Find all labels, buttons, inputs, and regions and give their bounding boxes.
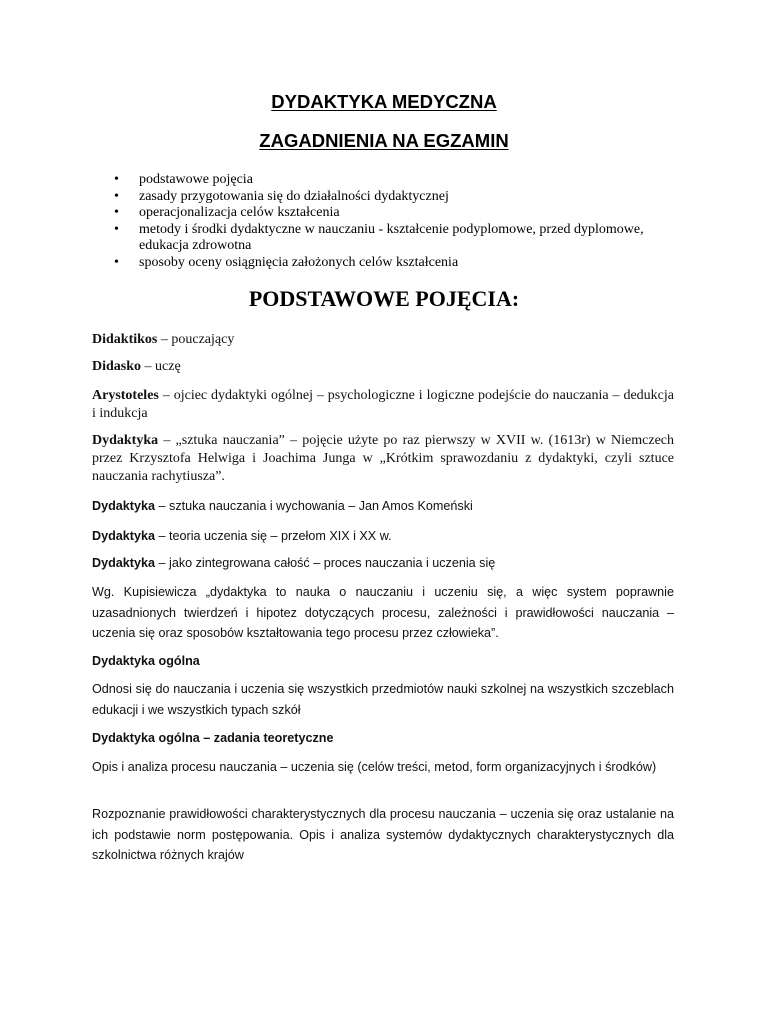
definition-arystoteles [92,387,674,423]
definition-text: – teoria uczenia się – przełom XIX i XX w. [155,529,392,543]
theoretical-tasks-text-2: Rozpoznanie prawidłowości charakterystycznych dla procesu nauczania – uczenia się oraz ustalanie na ich podstawie norm postępowania. Opis i analiza systemów dydaktycznych charakterystycznych dla szkolnictwa różnych krajów [92,807,674,862]
list-item: • operacjonalizacja celów kształcenia [92,205,652,222]
kupisiewicz-paragraph: Wg. Kupisiewicza „dydaktyka to nauka o nauczaniu i uczeniu się, a więc system poprawnie uzasadnionych twierdzeń i hipotez dotyczących procesu, zależności i prawidłowości nauczania – uczenia się oraz sposobów kształtowania tego procesu przez człowieka”. [92,585,674,640]
section-heading: PODSTAWOWE POJĘCIA: [248,286,520,311]
definition-term: Didasko [92,359,142,374]
definition-term: Dydaktyka [92,499,156,513]
definition-term: Didaktikos [92,332,158,347]
theoretical-tasks-heading: Dydaktyka ogólna – zadania teoretyczne [92,731,334,745]
list-item: • metody i środki dydaktyczne w nauczaniu - kształcenie podyplomowe, przed dyplomowe, edukacja zdrowotna [92,222,652,255]
definition-term: Dydaktyka [92,529,156,543]
exam-topics-list [92,172,652,271]
definition-term: Dydaktyka [92,556,156,570]
definition-text: – uczę [141,359,181,374]
document-subtitle: ZAGADNIENIA NA EGZAMIN [259,130,509,151]
definition-dydaktyka-theory [92,526,674,547]
general-didactics-heading: Dydaktyka ogólna [92,654,200,668]
definition-didaktikos [92,331,674,349]
list-item: • sposoby oceny osiągnięcia założonych celów kształcenia [92,255,652,272]
definition-text: – sztuka nauczania i wychowania – Jan Amos Komeński [155,499,473,513]
definition-dydaktyka-history [92,432,674,486]
definition-text: – „sztuka nauczania” – pojęcie użyte po raz pierwszy w XVII w. (1613r) w Niemczech przez Krzysztofa Helwiga i Joachima Junga w „Krótkim sprawozdaniu z dydaktyki, czyli sztuce nauczania rachytiusza”. [92,433,674,484]
general-didactics-text: Odnosi się do nauczania i uczenia się wszystkich przedmiotów nauki szkolnej na wszystkich szczeblach edukacji i we wszystkich typach szkół [92,682,674,717]
document-title: DYDAKTYKA MEDYCZNA [271,91,497,112]
definition-text: – ojciec dydaktyki ogólnej – psychologiczne i logiczne podejście do nauczania – dedukcja i indukcja [92,388,674,421]
definition-term: Arystoteles [92,388,159,403]
definition-term: Dydaktyka [92,433,159,448]
definition-text: – jako zintegrowana całość – proces nauczania i uczenia się [155,556,496,570]
list-item: • zasady przygotowania się do działalności dydaktycznej [92,189,652,206]
list-item: • podstawowe pojęcia [92,172,652,189]
definition-text: – pouczający [157,332,235,347]
definition-dydaktyka-komenski [92,496,674,517]
definition-dydaktyka-integrated [92,553,674,574]
definition-didasko [92,358,674,376]
theoretical-tasks-text: Opis i analiza procesu nauczania – uczenia się (celów treści, metod, form organizacyjnych i środków) [92,760,657,774]
